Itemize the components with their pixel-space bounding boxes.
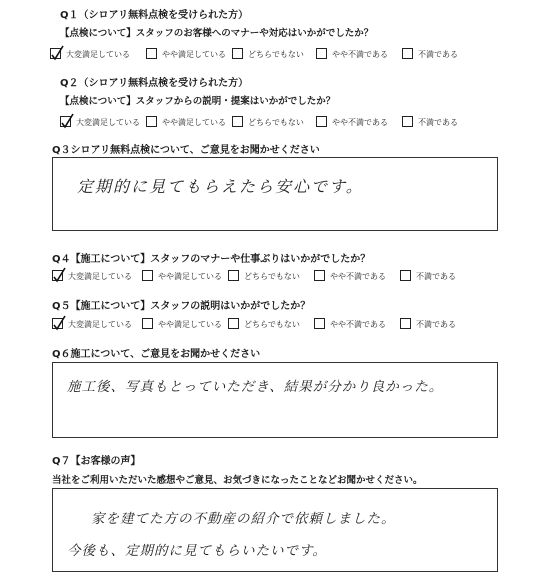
checkbox[interactable] bbox=[402, 116, 413, 127]
checkbox[interactable] bbox=[146, 116, 157, 127]
checkbox[interactable] bbox=[142, 270, 153, 281]
q7-answer-line-1: 家を建てた方の不動産の紹介で依頼しました。 bbox=[91, 511, 396, 527]
option-label: 不満である bbox=[418, 50, 458, 59]
option-label: やや満足している bbox=[158, 320, 222, 329]
checkbox[interactable] bbox=[400, 318, 411, 329]
q6-title: Q６施工について、ご意見をお聞かせください bbox=[52, 349, 261, 360]
option-label: やや不満である bbox=[330, 272, 386, 281]
check-mark-icon bbox=[50, 45, 64, 61]
checkbox[interactable] bbox=[52, 318, 63, 329]
checkbox[interactable] bbox=[52, 270, 63, 281]
checkbox[interactable] bbox=[60, 116, 71, 127]
checkbox[interactable] bbox=[232, 116, 243, 127]
q5-title: Q５【施工について】スタッフの説明はいかがでしたか？ bbox=[52, 301, 311, 312]
option-label: 不満である bbox=[416, 320, 456, 329]
checkbox[interactable] bbox=[400, 270, 411, 281]
option-label: 不満である bbox=[418, 118, 458, 127]
checkbox[interactable] bbox=[314, 318, 325, 329]
checkbox[interactable] bbox=[314, 270, 325, 281]
q7-subtitle: 当社をご利用いただいた感想やご意見、お気づきになったことなどお聞かせください。 bbox=[52, 475, 423, 486]
q3-title: Q３シロアリ無料点検について、ご意見をお聞かせください bbox=[52, 145, 320, 156]
checkbox[interactable] bbox=[316, 116, 327, 127]
check-mark-icon bbox=[52, 267, 66, 283]
checkbox[interactable] bbox=[402, 48, 413, 59]
option-label: 大変満足している bbox=[68, 272, 132, 281]
q1-subtitle: 【点検について】スタッフのお客様へのマナーや対応はいかがでしたか？ bbox=[60, 28, 374, 39]
q2-title: Q２（シロアリ無料点検を受けられた方） bbox=[60, 78, 249, 89]
q7-answer-line-2: 今後も、定期的に見てもらいたいです。 bbox=[67, 543, 327, 559]
q2-subtitle: 【点検について】スタッフからの説明・提案はいかがでしたか？ bbox=[60, 96, 336, 107]
option-label: どちらでもない bbox=[244, 320, 300, 329]
option-label: 大変満足している bbox=[76, 118, 140, 127]
option-label: やや満足している bbox=[162, 50, 226, 59]
q3-answer-text: 定期的に見てもらえたら安心です。 bbox=[77, 177, 364, 196]
checkbox[interactable] bbox=[232, 48, 243, 59]
option-label: どちらでもない bbox=[248, 118, 304, 127]
q7-title: Q７【お客様の声】 bbox=[52, 456, 141, 467]
checkbox[interactable] bbox=[142, 318, 153, 329]
q6-answer-box[interactable] bbox=[52, 362, 498, 438]
option-label: やや満足している bbox=[162, 118, 226, 127]
q1-title: Q１（シロアリ無料点検を受けられた方） bbox=[60, 10, 249, 21]
checkbox[interactable] bbox=[146, 48, 157, 59]
option-label: どちらでもない bbox=[244, 272, 300, 281]
option-label: やや不満である bbox=[330, 320, 386, 329]
checkbox[interactable] bbox=[228, 318, 239, 329]
q4-title: Q４【施工について】スタッフのマナーや仕事ぶりはいかがでしたか？ bbox=[52, 254, 371, 265]
option-label: どちらでもない bbox=[248, 50, 304, 59]
checkbox[interactable] bbox=[316, 48, 327, 59]
checkbox[interactable] bbox=[228, 270, 239, 281]
option-label: やや満足している bbox=[158, 272, 222, 281]
option-label: 大変満足している bbox=[68, 320, 132, 329]
option-label: 大変満足している bbox=[66, 50, 130, 59]
check-mark-icon bbox=[52, 315, 66, 331]
q6-answer-text: 施工後、写真もとっていただき、結果が分かり良かった。 bbox=[67, 379, 444, 395]
q7-answer-box[interactable] bbox=[52, 488, 498, 572]
option-label: やや不満である bbox=[332, 50, 388, 59]
option-label: やや不満である bbox=[332, 118, 388, 127]
q3-answer-box[interactable] bbox=[52, 157, 498, 231]
checkbox[interactable] bbox=[50, 48, 61, 59]
check-mark-icon bbox=[60, 113, 74, 129]
option-label: 不満である bbox=[416, 272, 456, 281]
